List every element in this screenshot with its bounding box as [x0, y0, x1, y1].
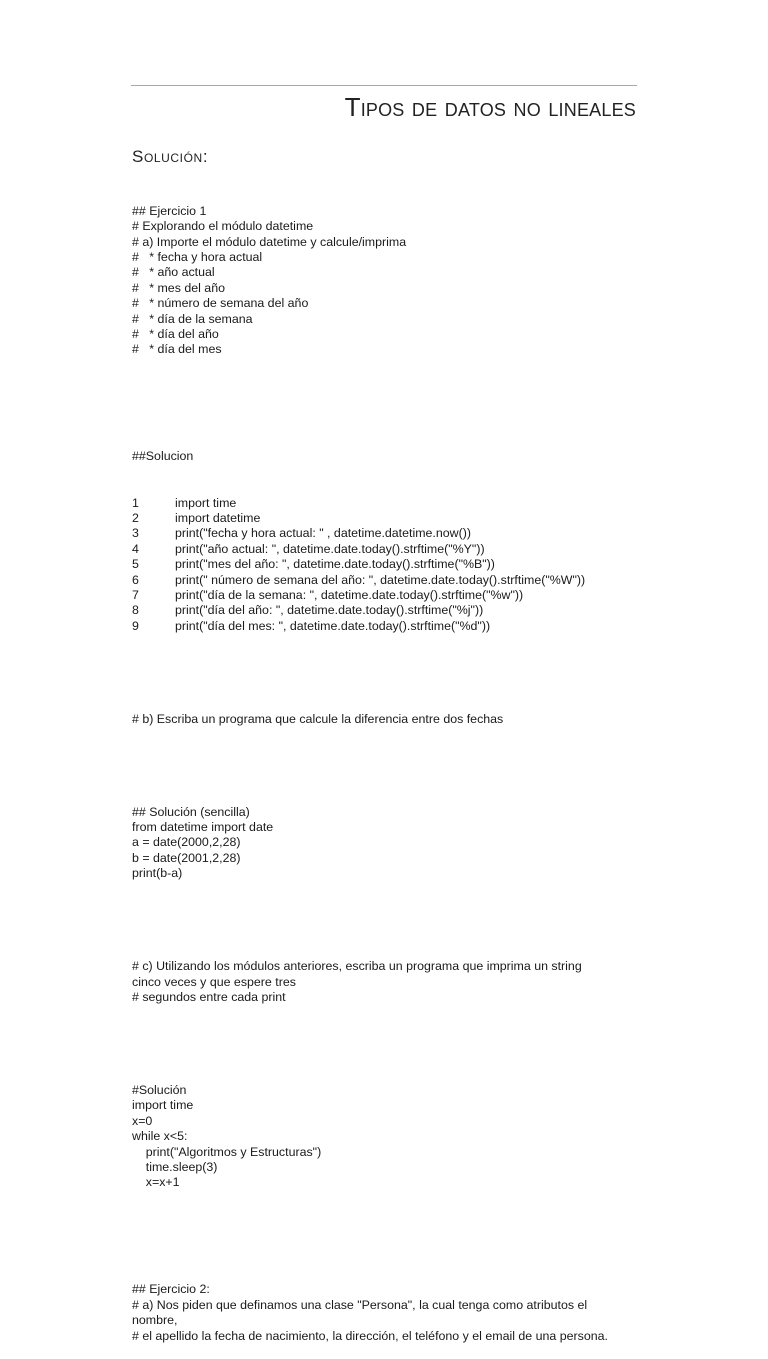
text-line: nombre,: [132, 1313, 178, 1328]
code-text: print("día del mes: ", datetime.date.today().strftime("%d")): [175, 618, 491, 633]
text-line: # * año actual: [132, 265, 215, 280]
spacer: [132, 1222, 652, 1252]
header-rule: [131, 85, 637, 86]
code-line: print(b-a): [132, 866, 183, 881]
code-line: x=0: [132, 1113, 153, 1128]
spacer: [132, 758, 652, 774]
numbered-code-line: [132, 588, 652, 603]
text-line: ## Ejercicio 2:: [132, 1282, 210, 1297]
spacer: [132, 912, 652, 928]
line-number: 1: [132, 495, 139, 510]
code-text: print("fecha y hora actual: " , datetime.datetime.now()): [175, 526, 471, 541]
solucion-label: ##Solucion: [132, 449, 194, 464]
text-line: # * día de la semana: [132, 311, 253, 326]
code-line: b = date(2001,2,28): [132, 850, 241, 865]
exercise1-block: [132, 204, 652, 358]
document-body: [132, 173, 652, 1359]
numbered-code-block: [132, 496, 652, 635]
exercise2-block: [132, 1282, 652, 1344]
numbered-code-line: [132, 496, 652, 511]
line-number: 5: [132, 557, 139, 572]
numbered-code-line: [132, 573, 652, 588]
page-title: Tipos de datos no lineales: [344, 92, 636, 122]
text-line: # * mes del año: [132, 280, 225, 295]
code-line: #Solución: [132, 1083, 187, 1098]
line-number: 8: [132, 603, 139, 618]
text-line: # c) Utilizando los módulos anteriores, escriba un programa que imprima un string: [132, 959, 582, 974]
part-b-line: # b) Escriba un programa que calcule la diferencia entre dos fechas: [132, 711, 504, 726]
spacer: [132, 389, 652, 419]
code-line: while x<5:: [132, 1129, 188, 1144]
code-line: x=x+1: [132, 1175, 180, 1190]
text-line: # * fecha y hora actual: [132, 249, 263, 264]
numbered-code-line: [132, 603, 652, 618]
text-line: # * día del año: [132, 326, 219, 341]
code-line: print("Algoritmos y Estructuras"): [132, 1144, 322, 1159]
code-text: print("año actual: ", datetime.date.today().strftime("%Y")): [175, 541, 485, 556]
code-text: print("día de la semana: ", datetime.date.today().strftime("%w")): [175, 587, 524, 602]
numbered-code-line: [132, 542, 652, 557]
spacer: [132, 665, 652, 681]
code-text: import datetime: [175, 510, 261, 525]
code-line: a = date(2000,2,28): [132, 835, 241, 850]
text-line: # a) Importe el módulo datetime y calcule/imprima: [132, 234, 407, 249]
line-number: 7: [132, 587, 139, 602]
text-line: cinco veces y que espere tres: [132, 974, 296, 989]
text-line: # * número de semana del año: [132, 296, 309, 311]
line-number: 3: [132, 526, 139, 541]
code-line: time.sleep(3): [132, 1160, 218, 1175]
line-number: 4: [132, 541, 139, 556]
numbered-code-line: [132, 511, 652, 526]
text-line: # el apellido la fecha de nacimiento, la dirección, el teléfono y el email de una persona.: [132, 1328, 608, 1343]
text-line: ## Ejercicio 1: [132, 203, 207, 218]
part-c-solution-block: [132, 1083, 652, 1191]
code-line: ## Solución (sencilla): [132, 804, 250, 819]
text-line: # segundos entre cada print: [132, 990, 286, 1005]
code-line: from datetime import date: [132, 820, 274, 835]
code-text: print(" número de semana del año: ", datetime.date.today().strftime("%W")): [175, 572, 586, 587]
code-text: print("día del año: ", datetime.date.today().strftime("%j")): [175, 603, 484, 618]
code-text: print("mes del año: ", datetime.date.today().strftime("%B")): [175, 557, 495, 572]
text-line: # * día del mes: [132, 342, 222, 357]
numbered-code-line: [132, 619, 652, 634]
text-line: # a) Nos piden que definamos una clase "Persona", la cual tenga como atributos el: [132, 1297, 588, 1312]
code-text: import time: [175, 495, 237, 510]
section-heading: Solución:: [132, 147, 209, 166]
code-line: import time: [132, 1098, 194, 1113]
line-number: 2: [132, 510, 139, 525]
numbered-code-line: [132, 526, 652, 541]
numbered-code-line: [132, 557, 652, 572]
spacer: [132, 1036, 652, 1052]
part-c-block: [132, 959, 652, 1005]
line-number: 6: [132, 572, 139, 587]
line-number: 9: [132, 618, 139, 633]
part-b-solution-block: [132, 805, 652, 882]
text-line: # Explorando el módulo datetime: [132, 219, 314, 234]
